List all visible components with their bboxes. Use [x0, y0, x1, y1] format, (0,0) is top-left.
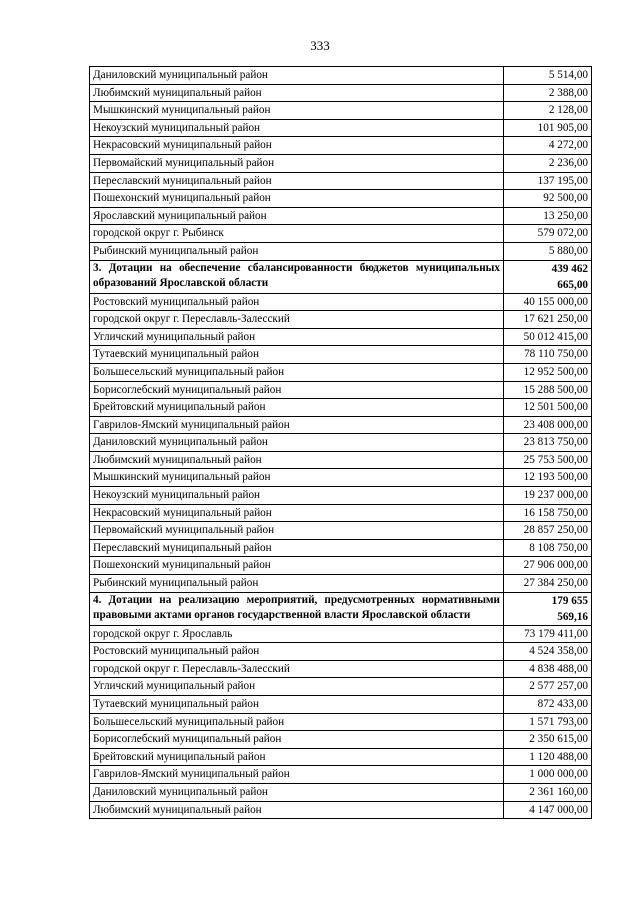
table-row [90, 363, 592, 381]
amount: 12 193 500,00 [504, 469, 592, 487]
amount: 12 501 500,00 [504, 399, 592, 417]
recipient-name: Угличский муниципальный район [90, 328, 504, 346]
budget-table [89, 66, 592, 819]
recipient-name: Рыбинский муниципальный район [90, 242, 504, 260]
amount: 19 237 000,00 [504, 487, 592, 505]
amount: 23 408 000,00 [504, 416, 592, 434]
recipient-name: Любимский муниципальный район [90, 801, 504, 819]
table-row [90, 731, 592, 749]
section-title: 4. Дотации на реализацию мероприятий, предусмотренных нормативными правовыми актами органов государственной власти Ярославской области [90, 592, 504, 625]
recipient-name: Рыбинский муниципальный район [90, 575, 504, 593]
amount: 8 108 750,00 [504, 539, 592, 557]
recipient-name: Ростовский муниципальный район [90, 643, 504, 661]
table-row [90, 119, 592, 137]
amount: 579 072,00 [504, 225, 592, 243]
recipient-name: Переславский муниципальный район [90, 539, 504, 557]
table-row [90, 225, 592, 243]
table-row [90, 434, 592, 452]
table-row [90, 102, 592, 120]
amount: 4 272,00 [504, 137, 592, 155]
recipient-name: Борисоглебский муниципальный район [90, 381, 504, 399]
amount: 2 350 615,00 [504, 731, 592, 749]
table-row [90, 190, 592, 208]
recipient-name: Любимский муниципальный район [90, 451, 504, 469]
table-row [90, 539, 592, 557]
amount: 92 500,00 [504, 190, 592, 208]
table-row [90, 678, 592, 696]
section-total-line: 665,00 [557, 278, 588, 291]
amount: 1 120 488,00 [504, 748, 592, 766]
amount: 25 753 500,00 [504, 451, 592, 469]
table-row [90, 522, 592, 540]
table-row [90, 311, 592, 329]
amount: 2 361 160,00 [504, 783, 592, 801]
section-total-line: 569,16 [557, 610, 588, 623]
amount: 13 250,00 [504, 207, 592, 225]
amount: 23 813 750,00 [504, 434, 592, 452]
table-row [90, 328, 592, 346]
table-row [90, 801, 592, 819]
amount: 2 128,00 [504, 102, 592, 120]
amount: 15 288 500,00 [504, 381, 592, 399]
recipient-name: Даниловский муниципальный район [90, 434, 504, 452]
section-header-row [90, 592, 592, 625]
amount: 2 236,00 [504, 154, 592, 172]
table-row [90, 293, 592, 311]
recipient-name: городской округ г. Ярославль [90, 625, 504, 643]
amount: 50 012 415,00 [504, 328, 592, 346]
recipient-name: Ярославский муниципальный район [90, 207, 504, 225]
table-row [90, 381, 592, 399]
table-row [90, 451, 592, 469]
table-row [90, 575, 592, 593]
recipient-name: Тутаевский муниципальный район [90, 696, 504, 714]
recipient-name: Ростовский муниципальный район [90, 293, 504, 311]
amount: 4 838 488,00 [504, 660, 592, 678]
amount: 27 906 000,00 [504, 557, 592, 575]
amount: 40 155 000,00 [504, 293, 592, 311]
table-row [90, 469, 592, 487]
amount: 2 388,00 [504, 84, 592, 102]
page-number: 333 [310, 38, 330, 53]
recipient-name: Некрасовский муниципальный район [90, 137, 504, 155]
recipient-name: Брейтовский муниципальный район [90, 399, 504, 417]
recipient-name: Первомайский муниципальный район [90, 154, 504, 172]
table-row [90, 154, 592, 172]
amount: 4 524 358,00 [504, 643, 592, 661]
amount: 73 179 411,00 [504, 625, 592, 643]
section-total [504, 260, 592, 293]
table-row [90, 137, 592, 155]
amount: 2 577 257,00 [504, 678, 592, 696]
amount: 28 857 250,00 [504, 522, 592, 540]
amount: 137 195,00 [504, 172, 592, 190]
table-row [90, 67, 592, 85]
recipient-name: Гаврилов-Ямский муниципальный район [90, 416, 504, 434]
recipient-name: городской округ г. Переславль-Залесский [90, 311, 504, 329]
table-row [90, 557, 592, 575]
recipient-name: Некоузский муниципальный район [90, 487, 504, 505]
recipient-name: Мышкинский муниципальный район [90, 469, 504, 487]
table-row [90, 399, 592, 417]
table-row [90, 783, 592, 801]
recipient-name: Даниловский муниципальный район [90, 67, 504, 85]
amount: 78 110 750,00 [504, 346, 592, 364]
recipient-name: городской округ г. Переславль-Залесский [90, 660, 504, 678]
recipient-name: Любимский муниципальный район [90, 84, 504, 102]
recipient-name: Брейтовский муниципальный район [90, 748, 504, 766]
recipient-name: Мышкинский муниципальный район [90, 102, 504, 120]
amount: 12 952 500,00 [504, 363, 592, 381]
amount: 27 384 250,00 [504, 575, 592, 593]
section-header-row [90, 260, 592, 293]
recipient-name: Большесельский муниципальный район [90, 713, 504, 731]
section-title: 3. Дотации на обеспечение сбалансированности бюджетов муниципальных образований Ярославской области [90, 260, 504, 293]
table-row [90, 660, 592, 678]
recipient-name: городской округ г. Рыбинск [90, 225, 504, 243]
recipient-name: Пошехонский муниципальный район [90, 557, 504, 575]
table-row [90, 504, 592, 522]
recipient-name: Некоузский муниципальный район [90, 119, 504, 137]
amount: 16 158 750,00 [504, 504, 592, 522]
amount: 4 147 000,00 [504, 801, 592, 819]
table-row [90, 242, 592, 260]
table-row [90, 416, 592, 434]
recipient-name: Некрасовский муниципальный район [90, 504, 504, 522]
table-row [90, 713, 592, 731]
table-row [90, 748, 592, 766]
table-row [90, 643, 592, 661]
table-row [90, 84, 592, 102]
section-total-line: 439 462 [551, 262, 588, 275]
recipient-name: Угличский муниципальный район [90, 678, 504, 696]
section-total [504, 592, 592, 625]
section-total-line: 179 655 [551, 594, 588, 607]
amount: 101 905,00 [504, 119, 592, 137]
table-row [90, 172, 592, 190]
recipient-name: Гаврилов-Ямский муниципальный район [90, 766, 504, 784]
table-row [90, 625, 592, 643]
table-row [90, 766, 592, 784]
recipient-name: Переславский муниципальный район [90, 172, 504, 190]
table-row [90, 487, 592, 505]
table-row [90, 346, 592, 364]
amount: 1 571 793,00 [504, 713, 592, 731]
recipient-name: Борисоглебский муниципальный район [90, 731, 504, 749]
amount: 1 000 000,00 [504, 766, 592, 784]
amount: 5 880,00 [504, 242, 592, 260]
table-row [90, 696, 592, 714]
amount: 872 433,00 [504, 696, 592, 714]
table-row [90, 207, 592, 225]
recipient-name: Пошехонский муниципальный район [90, 190, 504, 208]
recipient-name: Даниловский муниципальный район [90, 783, 504, 801]
recipient-name: Первомайский муниципальный район [90, 522, 504, 540]
amount: 17 621 250,00 [504, 311, 592, 329]
amount: 5 514,00 [504, 67, 592, 85]
recipient-name: Тутаевский муниципальный район [90, 346, 504, 364]
recipient-name: Большесельский муниципальный район [90, 363, 504, 381]
budget-table-body [90, 67, 592, 819]
